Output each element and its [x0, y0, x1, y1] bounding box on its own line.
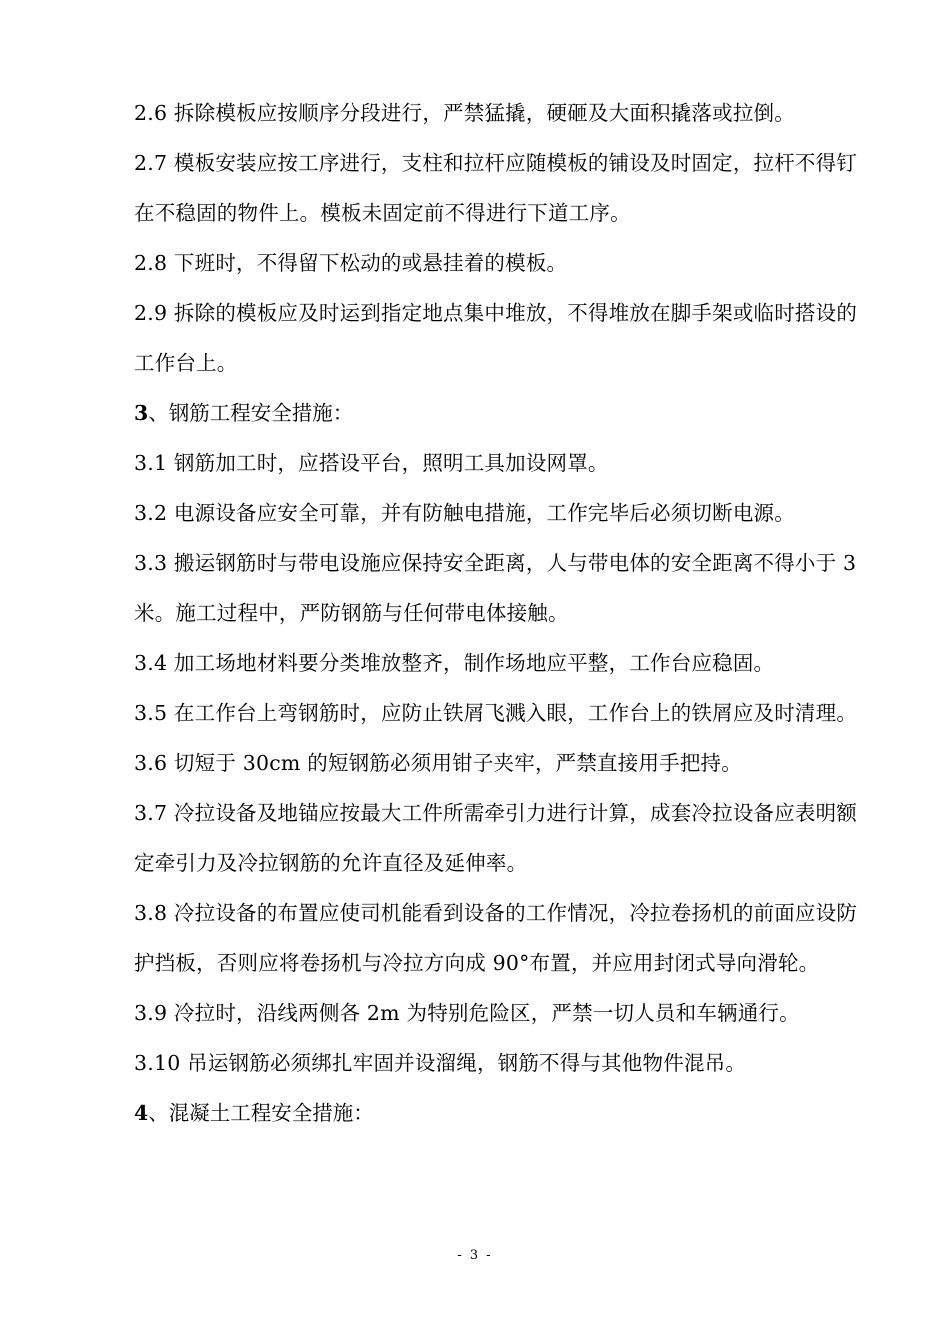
paragraph-3-1: 3.1 钢筋加工时，应搭设平台，照明工具加设网罩。 — [134, 451, 609, 475]
paragraph-3-10: 3.10 吊运钢筋必须绑扎牢固并设溜绳，钢筋不得与其他物件混吊。 — [134, 1051, 747, 1075]
paragraph-2-7: 2.7 模板安装应按工序进行，支柱和拉杆应随模板的铺设及时固定，拉杆不得钉在不稳固的物件上。模板未固定前不得进行下道工序。 — [134, 151, 858, 225]
section-heading-4 — [134, 1088, 864, 1138]
section-number: 3 — [134, 401, 149, 425]
paragraph-3-9: 3.9 冷拉时，沿线两侧各 2m 为特别危险区，严禁一切人员和车辆通行。 — [134, 1001, 800, 1025]
section-number: 4 — [134, 1101, 149, 1125]
paragraph-3-3: 3.3 搬运钢筋时与带电设施应保持安全距离，人与带电体的安全距离不得小于 3 米。施工过程中，严防钢筋与任何带电体接触。 — [134, 551, 857, 625]
page-number: - 3 - — [457, 1248, 493, 1263]
section-title: 、混凝土工程安全措施： — [148, 1101, 374, 1125]
document-body — [134, 88, 864, 1138]
paragraph-3-5: 3.5 在工作台上弯钢筋时，应防止铁屑飞溅入眼，工作台上的铁屑应及时清理。 — [134, 701, 858, 725]
section-heading-3 — [134, 388, 864, 438]
paragraph-3-6: 3.6 切短于 30cm 的短钢筋必须用钳子夹牢，严禁直接用手把持。 — [134, 751, 742, 775]
paragraph-3-2: 3.2 电源设备应安全可靠，并有防触电措施，工作完毕后必须切断电源。 — [134, 501, 795, 525]
paragraph-2-8: 2.8 下班时，不得留下松动的或悬挂着的模板。 — [134, 251, 568, 275]
paragraph-2-6: 2.6 拆除模板应按顺序分段进行，严禁猛撬，硬砸及大面积撬落或拉倒。 — [134, 101, 795, 125]
paragraph-2-9: 2.9 拆除的模板应及时运到指定地点集中堆放，不得堆放在脚手架或临时搭设的工作台上。 — [134, 301, 858, 375]
paragraph-3-4: 3.4 加工场地材料要分类堆放整齐，制作场地应平整，工作台应稳固。 — [134, 651, 775, 675]
paragraph-3-8: 3.8 冷拉设备的布置应使司机能看到设备的工作情况，冷拉卷扬机的前面应设防护挡板，否则应将卷扬机与冷拉方向成 90°布置，并应用封闭式导向滑轮。 — [134, 901, 858, 975]
paragraph-3-7: 3.7 冷拉设备及地锚应按最大工件所需牵引力进行计算，成套冷拉设备应表明额定牵引力及冷拉钢筋的允许直径及延伸率。 — [134, 801, 858, 875]
section-title: 、钢筋工程安全措施： — [148, 401, 354, 425]
